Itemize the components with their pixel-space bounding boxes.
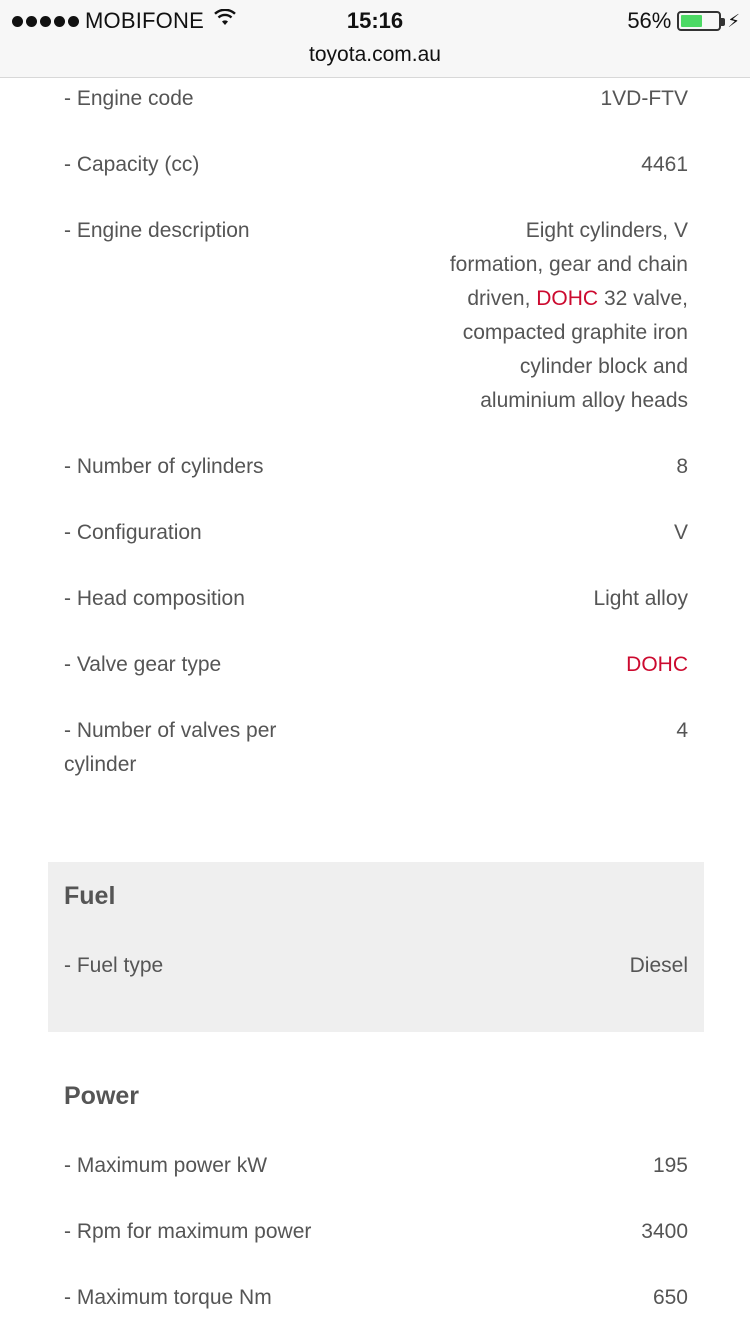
fuel-section-title: Fuel [64,882,116,910]
spec-row-capacity [64,148,688,182]
label-line: - Number of valves per [64,719,277,742]
spec-value-dohc: DOHC [626,653,688,676]
spec-label: - Number of cylinders [64,455,264,478]
spec-label: - Rpm for maximum power [64,1220,312,1243]
spec-value: 3400 [641,1220,688,1243]
description-text: driven, [467,287,537,310]
url-text[interactable]: toyota.com.au [309,43,441,66]
spec-label: - Engine code [64,87,194,110]
spec-row-head-composition [64,582,688,616]
spec-value: V [673,521,688,544]
spec-value: Light alloy [593,587,688,610]
spec-label: - Fuel type [64,954,164,977]
spec-label: - Head composition [64,587,245,610]
description-line: aluminium alloy heads [480,389,688,412]
spec-row-engine-description [64,214,688,418]
spec-label: - Capacity (cc) [64,153,200,176]
battery-icon [677,11,721,31]
battery-percent: 56% [627,8,672,33]
dohc-highlight: DOHC [536,287,599,310]
spec-row-valves-per-cylinder [64,714,688,782]
spec-row-number-of-cylinders [64,450,688,484]
spec-value: 650 [652,1286,688,1309]
battery-level-fill [681,15,701,27]
description-line: compacted graphite iron [462,321,688,344]
carrier-name: MOBIFONE [85,8,204,33]
fuel-section [48,862,704,1032]
spec-label: - Maximum power kW [64,1154,268,1177]
spec-value: 1VD-FTV [600,87,688,110]
status-bar [0,0,750,42]
description-line [348,282,688,316]
spec-row-rpm-max-power [64,1215,688,1249]
status-right [627,8,740,34]
spec-value: Diesel [629,954,688,977]
description-line: Eight cylinders, V [525,219,688,242]
spec-label [64,714,354,782]
spec-label: - Valve gear type [64,653,222,676]
spec-row-valve-gear-type [64,648,688,682]
description-text: 32 valve, [603,287,688,310]
spec-row-max-torque [64,1281,688,1315]
spec-row-configuration [64,516,688,550]
spec-label: - Maximum torque Nm [64,1286,272,1309]
description-line: cylinder block and [519,355,688,378]
spec-row-fuel-type [64,949,688,983]
spec-value: 4 [676,719,688,742]
spec-label: - Configuration [64,521,202,544]
charging-bolt-icon: ⚡ [727,10,740,31]
description-line: formation, gear and chain [449,253,688,276]
spec-row-engine-code [64,82,688,116]
spec-value: 4461 [641,153,688,176]
power-section-title: Power [64,1082,140,1110]
spec-value: 8 [676,455,688,478]
spec-row-max-power [64,1149,688,1183]
spec-value-multiline [348,214,688,418]
status-time: 15:16 [346,8,404,33]
spec-label: - Engine description [64,219,250,242]
spec-value: 195 [652,1154,688,1177]
address-bar[interactable] [0,42,750,78]
label-line: cylinder [64,753,137,776]
